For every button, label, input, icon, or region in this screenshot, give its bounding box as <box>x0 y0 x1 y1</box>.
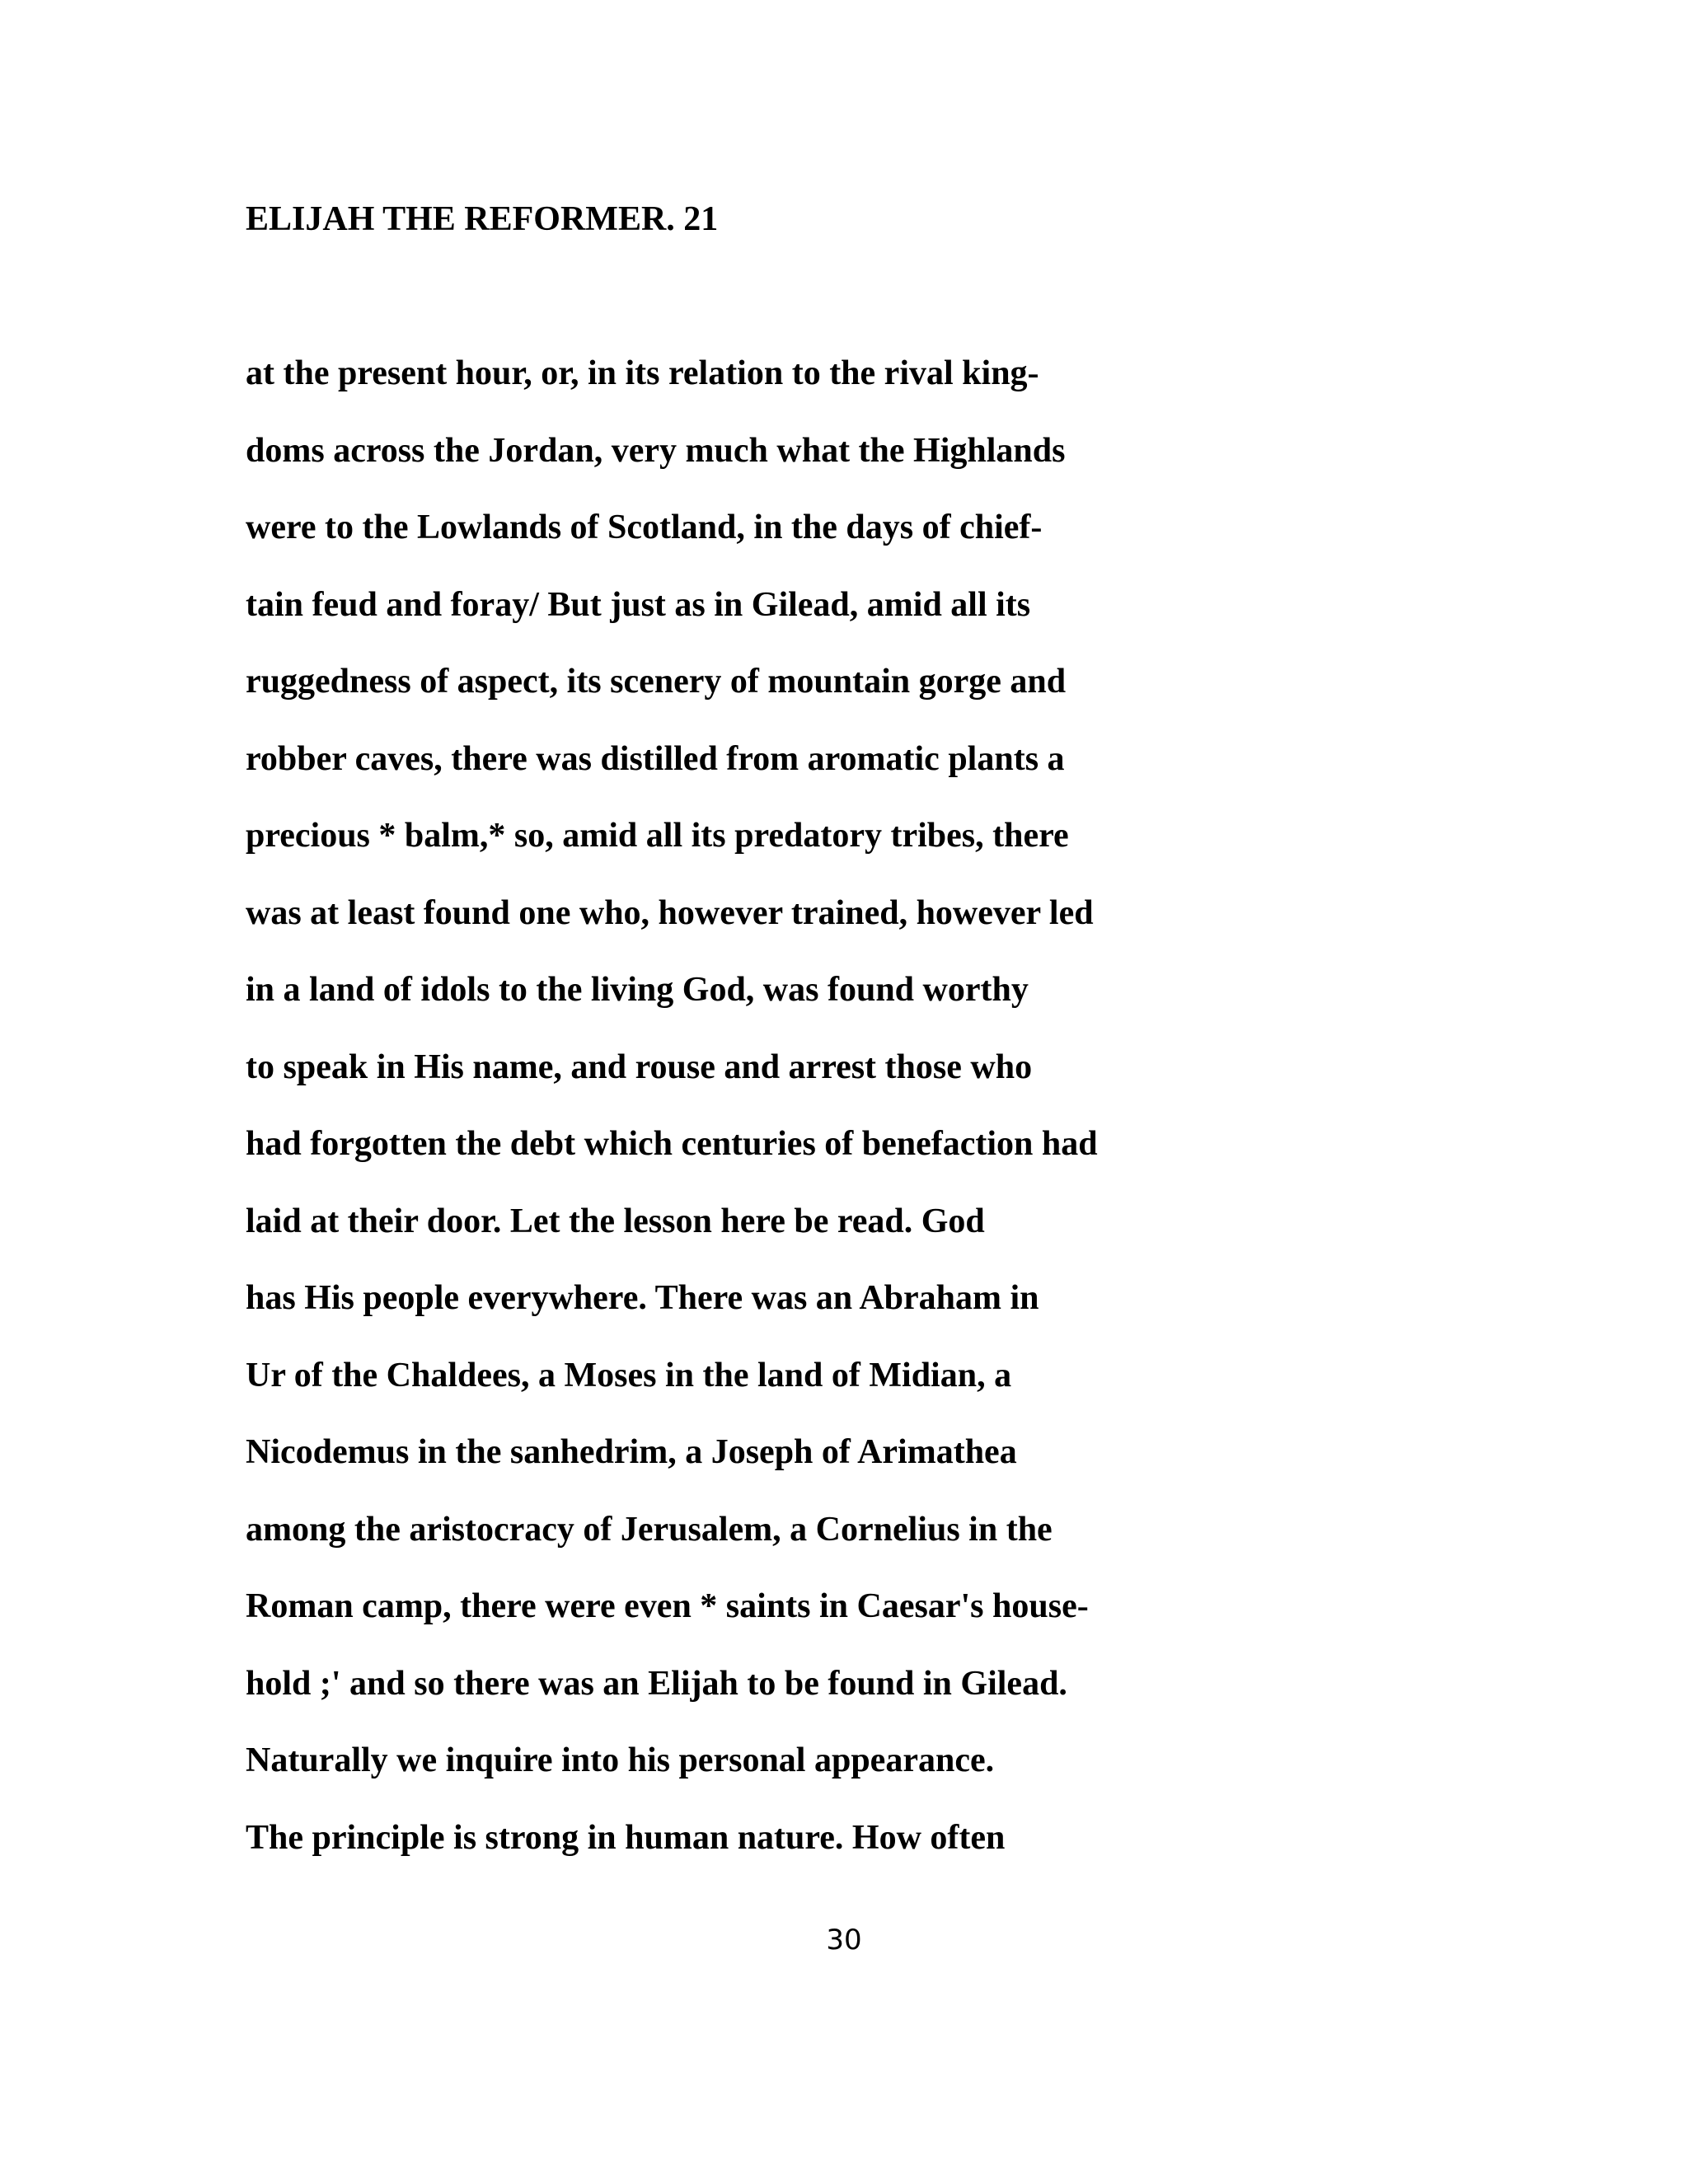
text-line: were to the Lowlands of Scotland, in the days of chief- <box>246 509 1043 546</box>
text-line: doms across the Jordan, very much what the Highlands <box>246 431 1066 470</box>
text-line: among the aristocracy of Jerusalem, a Cornelius in the <box>246 1510 1053 1549</box>
text-line: was at least found one who, however trained, however led <box>246 893 1094 932</box>
text-line: Roman camp, there were even * saints in Caesar's house- <box>246 1587 1089 1625</box>
text-line: has His people everywhere. There was an Abraham in <box>246 1279 1039 1317</box>
text-line: to speak in His name, and rouse and arrest those who <box>246 1047 1033 1086</box>
text-line: had forgotten the debt which centuries of benefaction had <box>246 1125 1098 1163</box>
text-line: at the present hour, or, in its relation to the rival king- <box>246 354 1039 392</box>
running-head: ELIJAH THE REFORMER. 21 <box>246 200 719 238</box>
text-line: in a land of idols to the living God, was found worthy <box>246 971 1029 1009</box>
text-line: Ur of the Chaldees, a Moses in the land of Midian, a <box>246 1356 1012 1394</box>
page-number: 30 <box>826 1924 862 1957</box>
body-text <box>246 350 1482 1891</box>
text-line: laid at their door. Let the lesson here be read. God <box>246 1202 985 1240</box>
text-line: Naturally we inquire into his personal appearance. <box>246 1741 995 1779</box>
text-line: The principle is strong in human nature. How often <box>246 1818 1006 1857</box>
text-line: hold ;' and so there was an Elijah to be found in Gilead. <box>246 1664 1067 1703</box>
text-line: ruggedness of aspect, its scenery of mountain gorge and <box>246 663 1067 701</box>
text-line: robber caves, there was distilled from aromatic plants a <box>246 739 1065 778</box>
text-line: precious * balm,* so, amid all its predatory tribes, there <box>246 817 1069 855</box>
text-line: Nicodemus in the sanhedrim, a Joseph of Arimathea <box>246 1433 1017 1471</box>
text-line: tain feud and foray/ But just as in Gilead, amid all its <box>246 585 1031 624</box>
